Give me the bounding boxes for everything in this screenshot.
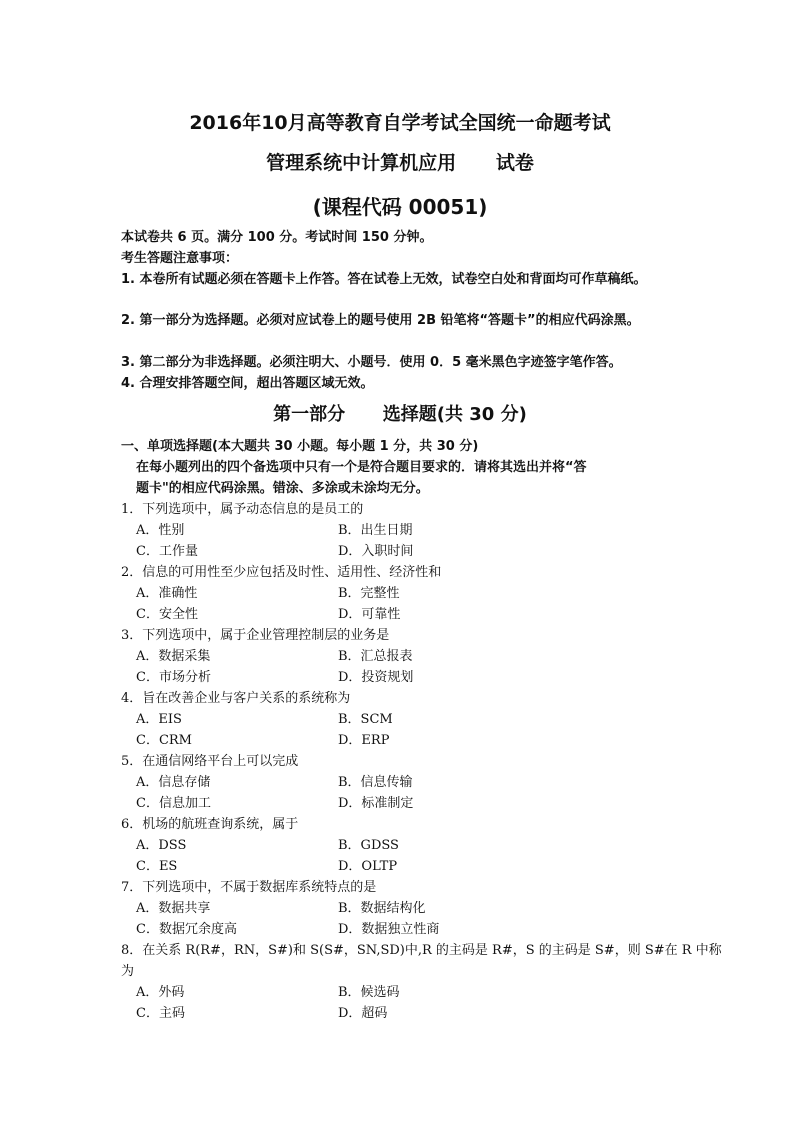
option-a: A．性别 (136, 523, 185, 538)
option-d: D．ERP (338, 733, 390, 748)
part-one-title: 第一部分 选择题(共 30 分) (273, 404, 527, 425)
option-b: B．数据结构化 (338, 901, 426, 916)
option-d: D．数据独立性商 (338, 922, 440, 937)
option-a: A．数据共享 (136, 901, 211, 916)
option-c: C．工作量 (136, 544, 198, 559)
option-a: A．外码 (136, 985, 185, 1000)
question-stem: 2．信息的可用性至少应包括及时性、适用性、经济性和 (121, 565, 442, 580)
option-d: D．超码 (338, 1006, 388, 1021)
option-b: B．汇总报表 (338, 649, 413, 664)
note-item-2: 2. 第一部分为选择题。必须对应试卷上的题号使用 2B 铅笔将“答题卡”的相应代码涂黑。 (121, 313, 640, 328)
option-a: A．DSS (136, 838, 187, 853)
question-stem: 6．机场的航班查询系统，属于 (121, 817, 299, 832)
option-d: D．入职时间 (338, 544, 414, 559)
exam-info: 本试卷共 6 页。满分 100 分。考试时间 150 分钟。 (121, 230, 433, 245)
option-b: B．完整性 (338, 586, 400, 601)
note-item-4: 4. 合理安排答题空间，超出答题区域无效。 (121, 376, 374, 391)
question-stem: 5．在通信网络平台上可以完成 (121, 754, 299, 769)
option-c: C．数据冗余度高 (136, 922, 237, 937)
option-a: A．准确性 (136, 586, 198, 601)
question-stem-continuation: 为 (121, 964, 135, 979)
option-d: D．可靠性 (338, 607, 401, 622)
option-b: B．信息传输 (338, 775, 413, 790)
question-stem: 1．下列选项中，属予动态信息的是员工的 (121, 502, 364, 517)
instruction-line-1: 在每小题列出的四个备选项中只有一个是符合题目要求的．请将其选出并将“答 (136, 460, 587, 475)
option-d: D．OLTP (338, 859, 398, 874)
option-c: C．安全性 (136, 607, 198, 622)
option-c: C．ES (136, 859, 178, 874)
instruction-line-2: 题卡"的相应代码涂黑。错涂、多涂或未涂均无分。 (136, 481, 429, 496)
exam-title: 2016年10月高等教育自学考试全国统一命题考试 (189, 112, 611, 134)
option-d: D．投资规划 (338, 670, 414, 685)
option-c: C．CRM (136, 733, 192, 748)
option-b: B．SCM (338, 712, 393, 727)
option-a: A．信息存储 (136, 775, 211, 790)
option-a: A．数据采集 (136, 649, 211, 664)
notes-heading: 考生答题注意事项： (121, 251, 239, 266)
question-stem: 7．下列选项中，不属于数据库系统特点的是 (121, 880, 377, 895)
option-b: B．候选码 (338, 985, 400, 1000)
option-b: B．GDSS (338, 838, 399, 853)
note-item-1: 1. 本卷所有试题必须在答题卡上作答。答在试卷上无效，试卷空白处和背面均可作草稿纸。 (121, 272, 647, 287)
note-item-3: 3. 第二部分为非选择题。必须注明大、小题号．使用 0．5 毫米黑色字迹签字笔作答。 (121, 355, 622, 370)
option-c: C．信息加工 (136, 796, 211, 811)
option-b: B．出生日期 (338, 523, 413, 538)
option-c: C．市场分析 (136, 670, 211, 685)
course-code: (课程代码 00051) (312, 195, 488, 219)
option-d: D．标准制定 (338, 796, 414, 811)
question-stem: 4．旨在改善企业与客户关系的系统称为 (121, 691, 351, 706)
option-c: C．主码 (136, 1006, 185, 1021)
question-stem: 3．下列选项中，属于企业管理控制层的业务是 (121, 628, 390, 643)
exam-subject: 管理系统中计算机应用 试卷 (266, 152, 534, 174)
option-a: A．EIS (136, 712, 182, 727)
section-heading: 一、单项选择题(本大题共 30 小题。每小题 1 分，共 30 分) (121, 439, 479, 454)
question-stem: 8．在关系 R(R#，RN，S#)和 S(S#，SN,SD)中,R 的主码是 R#，S 的主码是 S#，则 S#在 R 中称 (121, 943, 722, 958)
